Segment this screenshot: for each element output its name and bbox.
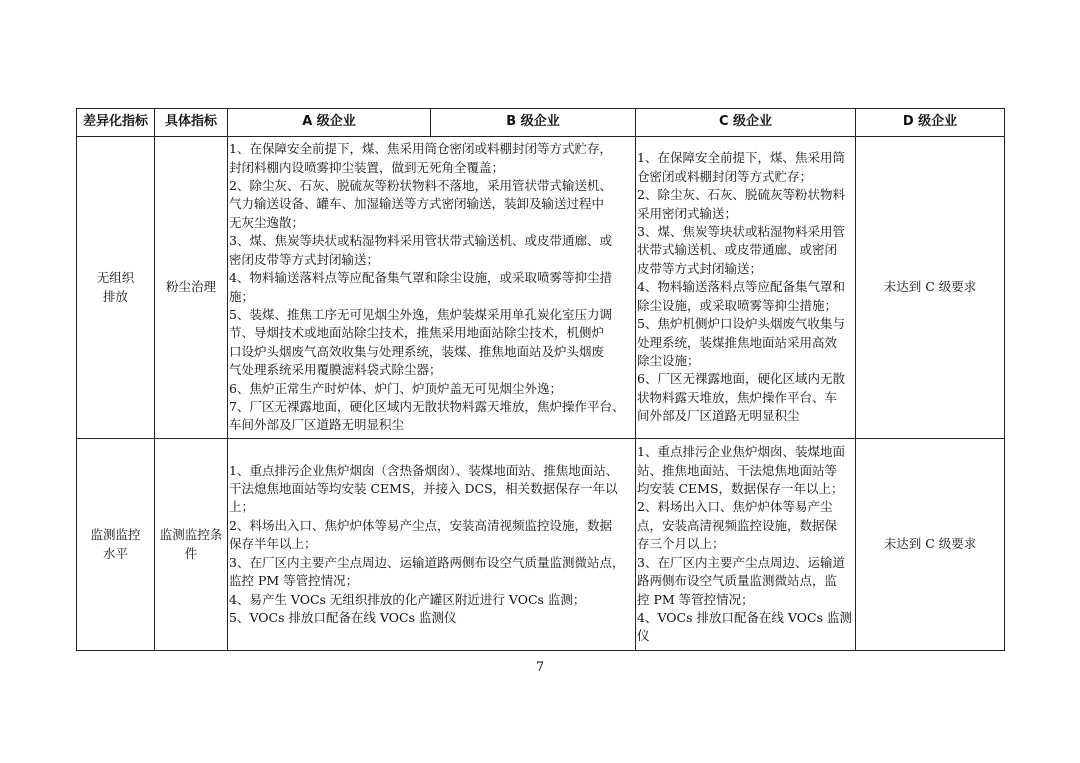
page-number: 7 — [535, 660, 545, 675]
ab-line: 节、导烟技术或地面站除尘技术，推焦采用地面站除尘技术，机侧炉 — [229, 325, 605, 341]
ab-line: 5、VOCs 排放口配备在线 VOCs 监测仪 — [229, 609, 457, 625]
c-line: 路两侧布设空气质量监测微站点，监 — [637, 573, 838, 589]
header-a-level: A 级企业 — [228, 109, 431, 137]
ab-line: 保存半年以上； — [229, 536, 317, 552]
c-line: 4、物料输送落料点等应配备集气罩和 — [637, 279, 845, 295]
c-level-cell — [636, 439, 856, 651]
c-line: 处理系统，装煤推焦地面站采用高效 — [637, 334, 838, 350]
header-row — [77, 109, 1005, 137]
ab-line: 6、焦炉正常生产时炉体、炉门、炉顶炉盖无可见烟尘外逸； — [229, 380, 562, 396]
ab-line: 口设炉头烟废气高效收集与处理系统，装煤、推焦地面站及炉头烟废 — [229, 343, 605, 359]
c-line: 站、推焦地面站、干法熄焦地面站等 — [637, 462, 838, 478]
ab-line: 3、在厂区内主要产尘点周边、运输道路两侧布设空气质量监测微站点， — [229, 554, 625, 570]
c-line: 仓密闭或料棚封闭等方式贮存； — [637, 168, 813, 184]
table-row — [77, 439, 1005, 651]
d-level-cell: 未达到 C 级要求 — [856, 137, 1005, 439]
c-line: 1、在保障安全前提下，煤、焦采用筒 — [637, 150, 845, 166]
header-d-level: D 级企业 — [856, 109, 1005, 137]
c-line: 点，安装高清视频监控设施，数据保 — [637, 517, 838, 533]
c-line: 1、重点排污企业焦炉烟囱、装煤地面 — [637, 444, 845, 460]
category-cell — [77, 439, 155, 651]
c-line: 5、焦炉机侧炉口设炉头烟废气收集与 — [637, 316, 845, 332]
ab-line: 1、在保障安全前提下，煤、焦采用筒仓密闭或料棚封闭等方式贮存， — [229, 141, 612, 157]
c-line: 皮带等方式封闭输送； — [637, 260, 763, 276]
c-level-cell — [636, 137, 856, 439]
c-line: 2、料场出入口、焦炉炉体等易产尘 — [637, 499, 833, 515]
c-line: 采用密闭式输送； — [637, 205, 738, 221]
c-line: 状带式输送机、或皮带通廊、或密闭 — [637, 242, 838, 258]
c-line: 状物料露天堆放，焦炉操作平台、车 — [637, 389, 838, 405]
c-line: 除尘设施； — [637, 352, 700, 368]
c-line: 3、煤、焦炭等块状或粘湿物料采用管 — [637, 224, 845, 240]
c-line: 2、除尘灰、石灰、脱硫灰等粉状物料 — [637, 187, 845, 203]
ab-line: 车间外部及厂区道路无明显积尘 — [229, 417, 405, 433]
ab-line: 密闭皮带等方式封闭输送； — [229, 251, 380, 267]
c-line: 均安装 CEMS，数据保存一年以上； — [637, 481, 844, 497]
category-line: 排放 — [102, 288, 128, 304]
ab-line: 上； — [229, 499, 255, 515]
ab-line: 干法熄焦地面站等均安装 CEMS，并接入 DCS，相关数据保存一年以 — [229, 481, 618, 497]
header-indicator: 差异化指标 — [77, 109, 155, 137]
c-line: 4、VOCs 排放口配备在线 VOCs 监测 — [637, 609, 852, 625]
ab-line: 封闭料棚内设喷雾抑尘装置，做到无死角全覆盖； — [229, 159, 505, 175]
table-row — [77, 137, 1005, 439]
ab-line: 气处理系统采用覆膜滤料袋式除尘器； — [229, 362, 442, 378]
ab-line: 5、装煤、推焦工序无可见烟尘外逸，焦炉装煤采用单孔炭化室压力调 — [229, 306, 612, 322]
category-cell — [77, 137, 155, 439]
c-line: 控 PM 等管控情况； — [637, 591, 754, 607]
specific-cell: 粉尘治理 — [155, 137, 228, 439]
c-line: 存三个月以上； — [637, 536, 725, 552]
c-line: 6、厂区无裸露地面，硬化区域内无散 — [637, 371, 845, 387]
c-line: 仪 — [637, 628, 650, 644]
ab-line: 2、料场出入口、焦炉炉体等易产尘点，安装高清视频监控设施，数据 — [229, 517, 612, 533]
ab-line: 监控 PM 等管控情况； — [229, 573, 359, 589]
category-line: 无组织 — [96, 270, 135, 286]
ab-level-cell — [228, 137, 636, 439]
header-b-level: B 级企业 — [431, 109, 636, 137]
ab-line: 4、物料输送落料点等应配备集气罩和除尘设施，或采取喷雾等抑尘措 — [229, 270, 612, 286]
ab-level-cell — [228, 439, 636, 651]
ab-line: 施； — [229, 288, 255, 304]
ab-line: 无灰尘逸散； — [229, 214, 305, 230]
c-line: 3、在厂区内主要产尘点周边、运输道 — [637, 554, 845, 570]
category-line: 监测监控 — [90, 527, 141, 543]
ab-line: 4、易产生 VOCs 无组织排放的化产罐区附近进行 VOCs 监测； — [229, 591, 586, 607]
ab-line: 3、煤、焦炭等块状或粘湿物料采用管状带式输送机、或皮带通廊、或 — [229, 233, 612, 249]
ab-line: 7、厂区无裸露地面，硬化区域内无散状物料露天堆放，焦炉操作平台、 — [229, 398, 625, 414]
ab-line: 2、除尘灰、石灰、脱硫灰等粉状物料不落地，采用管状带式输送机、 — [229, 178, 612, 194]
header-specific: 具体指标 — [155, 109, 228, 137]
specific-cell: 监测监控条件 — [155, 439, 228, 651]
c-line: 除尘设施，或采取喷雾等抑尘措施； — [637, 297, 838, 313]
ab-line: 1、重点排污企业焦炉烟囱（含热备烟囱）、装煤地面站、推焦地面站、 — [229, 462, 619, 478]
d-level-cell: 未达到 C 级要求 — [856, 439, 1005, 651]
c-line: 间外部及厂区道路无明显积尘 — [637, 408, 800, 424]
differentiation-table — [76, 108, 1005, 651]
category-line: 水平 — [102, 545, 128, 561]
header-c-level: C 级企业 — [636, 109, 856, 137]
ab-line: 气力输送设备、罐车、加湿输送等方式密闭输送，装卸及输送过程中 — [229, 196, 605, 212]
